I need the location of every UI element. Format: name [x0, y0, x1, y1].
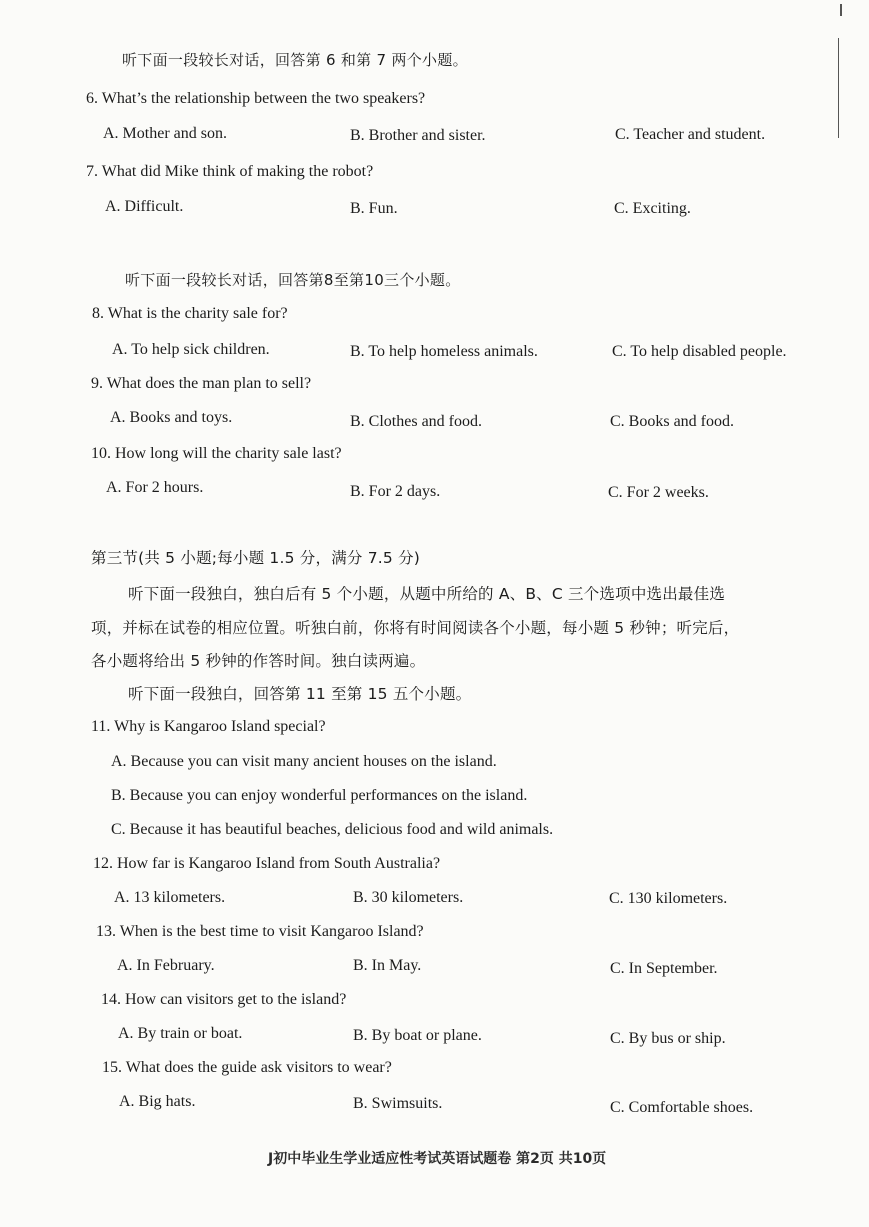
section-intro-q8-10: 听下面一段较长对话，回答第8至第10三个小题。 [125, 271, 461, 289]
q6-option-a: A. Mother and son. [103, 125, 227, 142]
question-13: 13. When is the best time to visit Kangaroo Island? [96, 923, 424, 940]
question-14: 14. How can visitors get to the island? [101, 991, 347, 1008]
q15-option-a: A. Big hats. [119, 1093, 196, 1110]
q9-option-c: C. Books and food. [610, 413, 734, 430]
q6-option-b: B. Brother and sister. [350, 127, 486, 144]
section-3-instructions-line-1: 听下面一段独白，独白后有 5 个小题，从题中所给的 A、B、C 三个选项中选出最佳选 [128, 585, 726, 603]
question-12: 12. How far is Kangaroo Island from South Australia? [93, 855, 441, 872]
q12-option-b: B. 30 kilometers. [353, 889, 464, 906]
q8-option-b: B. To help homeless animals. [350, 343, 538, 360]
question-9: 9. What does the man plan to sell? [91, 375, 312, 392]
q13-option-a: A. In February. [117, 957, 215, 974]
q10-option-c: C. For 2 weeks. [608, 484, 709, 501]
q14-option-b: B. By boat or plane. [353, 1027, 482, 1044]
page-footer: J初中毕业生学业适应性考试英语试题卷 第2页 共10页 [268, 1151, 607, 1167]
section-3-instructions-line-2: 项，并标在试卷的相应位置。听独白前，你将有时间阅读各个小题，每小题 5 秒钟；听完后， [91, 619, 740, 637]
q13-option-b: B. In May. [353, 957, 422, 974]
q13-option-c: C. In September. [610, 960, 718, 977]
q8-option-a: A. To help sick children. [112, 341, 270, 358]
q9-option-b: B. Clothes and food. [350, 413, 482, 430]
q11-option-a: A. Because you can visit many ancient houses on the island. [111, 753, 497, 770]
q6-option-c: C. Teacher and student. [615, 126, 766, 143]
section-3-instructions-line-3: 各小题将给出 5 秒钟的作答时间。独白读两遍。 [91, 652, 426, 670]
q7-option-c: C. Exciting. [614, 200, 691, 217]
q14-option-c: C. By bus or ship. [610, 1030, 726, 1047]
q10-option-a: A. For 2 hours. [106, 479, 204, 496]
q15-option-c: C. Comfortable shoes. [610, 1099, 754, 1116]
q11-option-b: B. Because you can enjoy wonderful performances on the island. [111, 787, 528, 804]
question-6: 6. What’s the relationship between the two speakers? [86, 90, 426, 107]
q14-option-a: A. By train or boat. [118, 1025, 243, 1042]
q12-option-c: C. 130 kilometers. [609, 890, 728, 907]
section-intro-q6-7: 听下面一段较长对话，回答第 6 和第 7 两个小题。 [122, 51, 468, 69]
question-15: 15. What does the guide ask visitors to wear? [102, 1059, 392, 1076]
question-7: 7. What did Mike think of making the robot? [86, 163, 374, 180]
section-3-heading: 第三节(共 5 小题;每小题 1.5 分，满分 7.5 分) [91, 549, 421, 567]
question-10: 10. How long will the charity sale last? [91, 445, 342, 462]
scan-edge-mark [840, 4, 842, 16]
q12-option-a: A. 13 kilometers. [114, 889, 226, 906]
q8-option-c: C. To help disabled people. [612, 343, 787, 360]
scan-edge-line [838, 38, 839, 138]
question-8: 8. What is the charity sale for? [92, 305, 288, 322]
q15-option-b: B. Swimsuits. [353, 1095, 443, 1112]
q7-option-b: B. Fun. [350, 200, 398, 217]
question-11: 11. Why is Kangaroo Island special? [91, 718, 326, 735]
q9-option-a: A. Books and toys. [110, 409, 233, 426]
section-intro-q11-15: 听下面一段独白，回答第 11 至第 15 五个小题。 [128, 685, 472, 703]
q10-option-b: B. For 2 days. [350, 483, 441, 500]
q7-option-a: A. Difficult. [105, 198, 184, 215]
q11-option-c: C. Because it has beautiful beaches, delicious food and wild animals. [111, 821, 554, 838]
